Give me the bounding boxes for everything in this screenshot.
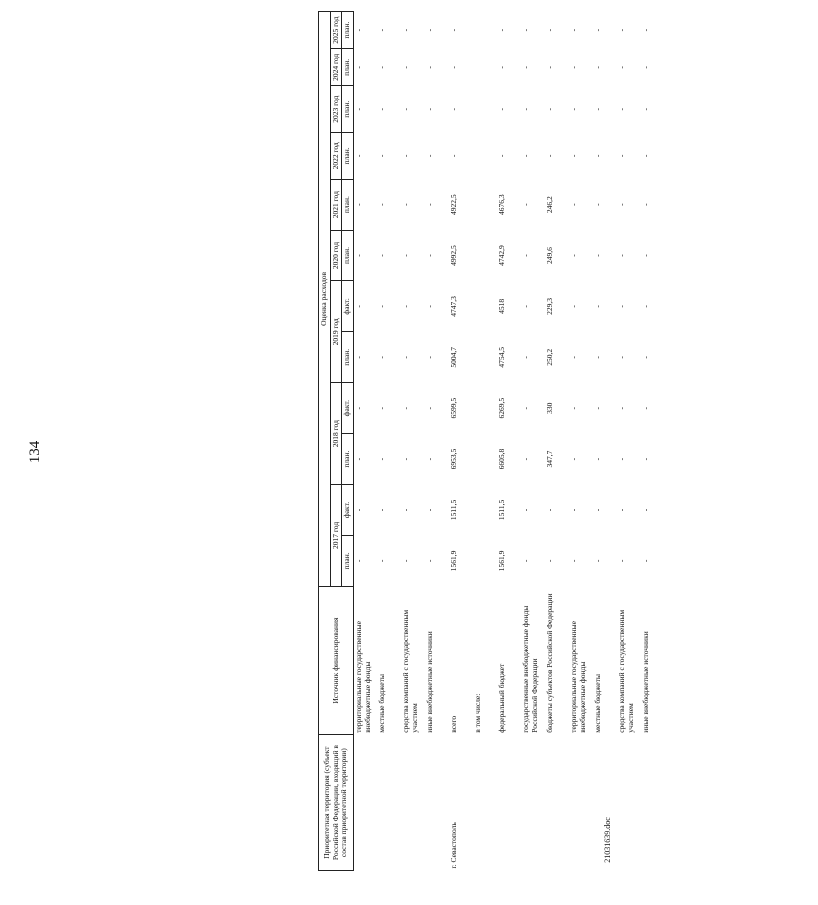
table-row (497, 12, 521, 871)
value-cell (473, 535, 497, 586)
value-cell: 6953,5 (449, 448, 459, 470)
value-cell: 4742,9 (497, 245, 507, 266)
header-plan-fact: план. (342, 434, 354, 485)
header-plan-fact: факт. (342, 281, 354, 332)
value-cell: - (449, 107, 459, 111)
value-cell: - (401, 356, 411, 359)
value-cell: - (497, 154, 507, 158)
value-cell: - (641, 203, 651, 206)
table-row (377, 12, 401, 871)
header-plan-fact: план. (342, 179, 354, 230)
value-cell: - (569, 305, 579, 308)
value-cell: - (545, 154, 555, 158)
territory-cell (401, 735, 425, 871)
value-cell: - (641, 406, 651, 410)
value-cell: - (401, 107, 411, 111)
table-row (425, 12, 449, 871)
value-cell: - (401, 508, 411, 512)
value-cell: 5004,7 (449, 347, 459, 368)
value-cell: - (377, 66, 387, 69)
value-cell: 229,3 (545, 297, 555, 315)
value-cell: - (425, 305, 435, 308)
header-year: 2019 год (330, 281, 342, 383)
value-cell: - (617, 154, 627, 158)
value-cell: - (401, 406, 411, 410)
value-cell: 1511,5 (449, 499, 459, 521)
value-cell (473, 281, 497, 332)
table-row (353, 12, 377, 871)
value-cell: - (401, 66, 411, 69)
doc-id: 21031639.doc (603, 817, 612, 863)
value-cell: - (593, 508, 603, 512)
value-cell: - (353, 107, 363, 111)
value-cell: - (353, 28, 363, 32)
value-cell: - (377, 356, 387, 359)
value-cell: - (401, 457, 411, 461)
value-cell: - (593, 28, 603, 32)
value-cell: - (617, 406, 627, 410)
value-cell: 330 (545, 402, 555, 414)
value-cell: - (569, 406, 579, 410)
header-plan-fact: факт. (342, 485, 354, 536)
value-cell: - (569, 154, 579, 158)
value-cell: - (617, 508, 627, 512)
value-cell: 1511,5 (497, 499, 507, 521)
value-cell: - (521, 356, 531, 359)
value-cell: - (353, 508, 363, 512)
value-cell: - (425, 356, 435, 359)
territory-cell (569, 735, 593, 871)
value-cell: - (521, 28, 531, 32)
territory-cell (353, 735, 377, 871)
source-cell: территориальные государственные внебюджетные фонды (569, 621, 587, 733)
value-cell: - (641, 66, 651, 69)
value-cell: 246,2 (545, 196, 555, 214)
table-row (617, 12, 641, 871)
value-cell: - (449, 28, 459, 32)
value-cell: - (521, 305, 531, 308)
source-cell: иные внебюджетные источники (641, 631, 651, 733)
value-cell: - (425, 203, 435, 206)
value-cell: - (569, 254, 579, 257)
source-cell: местные бюджеты (377, 674, 387, 733)
value-cell: - (377, 559, 387, 563)
header-plan-fact: план. (342, 332, 354, 383)
value-cell: - (593, 305, 603, 308)
territory-cell (545, 735, 569, 871)
value-cell (473, 12, 497, 49)
table-row (401, 12, 425, 871)
expenditure-table (318, 11, 665, 871)
value-cell: - (617, 66, 627, 69)
territory-cell (641, 735, 665, 871)
source-cell: местные бюджеты (593, 674, 603, 733)
value-cell: - (353, 356, 363, 359)
value-cell: - (641, 559, 651, 563)
value-cell (473, 485, 497, 536)
value-cell: - (617, 254, 627, 257)
territory-cell (593, 735, 617, 871)
value-cell (473, 179, 497, 230)
value-cell: - (377, 457, 387, 461)
value-cell: - (401, 254, 411, 257)
header-plan-fact: план. (342, 230, 354, 281)
value-cell: - (401, 305, 411, 308)
value-cell: - (377, 203, 387, 206)
header-plan-fact: план. (342, 12, 354, 49)
value-cell: 4754,5 (497, 347, 507, 368)
territory-cell: г. Севастополь (449, 822, 459, 869)
territory-cell (497, 735, 521, 871)
value-cell: 4922,5 (449, 194, 459, 215)
rotated-table-container (318, 11, 818, 871)
value-cell: 4747,3 (449, 296, 459, 317)
value-cell: - (449, 154, 459, 158)
header-territory: Приоритетная территория (субъект Российской Федерации, входящий в состав приоритетной территории) (319, 735, 354, 871)
value-cell: 4992,5 (449, 245, 459, 266)
territory-cell (473, 735, 497, 871)
value-cell: - (569, 457, 579, 461)
value-cell: - (425, 406, 435, 410)
value-cell: - (593, 457, 603, 461)
value-cell: - (353, 406, 363, 410)
territory-cell (377, 735, 401, 871)
value-cell (473, 434, 497, 485)
value-cell: - (353, 457, 363, 461)
table-row (593, 12, 617, 871)
territory-cell (425, 735, 449, 871)
value-cell: - (377, 305, 387, 308)
value-cell: 347,7 (545, 450, 555, 468)
source-cell: всего (449, 715, 459, 733)
table-body (353, 12, 665, 871)
source-cell: средства компаний с государственным участием (617, 609, 635, 733)
value-cell: - (401, 28, 411, 32)
value-cell: - (425, 559, 435, 563)
source-cell: в том числе: (473, 693, 483, 733)
value-cell: - (521, 254, 531, 257)
value-cell: - (569, 107, 579, 111)
table-row (641, 12, 665, 871)
value-cell: - (617, 356, 627, 359)
header-year: 2022 год (330, 133, 342, 180)
value-cell: - (641, 356, 651, 359)
value-cell: 4676,3 (497, 194, 507, 215)
value-cell: - (569, 508, 579, 512)
page-number: 134 (27, 440, 43, 464)
value-cell: - (617, 203, 627, 206)
value-cell: - (377, 406, 387, 410)
value-cell (473, 332, 497, 383)
value-cell: - (545, 559, 555, 563)
value-cell: - (377, 154, 387, 158)
value-cell: - (617, 107, 627, 111)
value-cell (473, 49, 497, 86)
value-cell: - (617, 28, 627, 32)
value-cell: - (401, 154, 411, 158)
source-cell: федеральный бюджет (497, 663, 507, 733)
value-cell: - (617, 305, 627, 308)
value-cell: - (593, 356, 603, 359)
value-cell: - (593, 203, 603, 206)
value-cell: - (521, 406, 531, 410)
value-cell: 250,2 (545, 348, 555, 366)
value-cell: - (353, 203, 363, 206)
table-row (521, 12, 545, 871)
value-cell: - (641, 254, 651, 257)
header-source: Источник финансирования (319, 586, 354, 734)
value-cell: - (545, 508, 555, 512)
header-plan-fact: план. (342, 133, 354, 180)
value-cell: - (641, 28, 651, 32)
value-cell: - (521, 107, 531, 111)
value-cell: - (641, 107, 651, 111)
header-estimate: Оценка расходов (319, 12, 331, 587)
value-cell: - (641, 457, 651, 461)
value-cell (473, 86, 497, 133)
value-cell: 1561,9 (497, 550, 507, 572)
header-year: 2018 год (330, 383, 342, 485)
value-cell: 6269,5 (497, 397, 507, 419)
value-cell: - (425, 254, 435, 257)
value-cell: - (425, 508, 435, 512)
header-year: 2023 год (330, 86, 342, 133)
value-cell: - (593, 254, 603, 257)
value-cell (473, 383, 497, 434)
value-cell: - (521, 508, 531, 512)
value-cell: - (425, 28, 435, 32)
table-row (449, 12, 473, 871)
value-cell: - (425, 107, 435, 111)
value-cell: - (401, 203, 411, 206)
value-cell: - (497, 107, 507, 111)
value-cell: 249,6 (545, 247, 555, 264)
value-cell: - (521, 559, 531, 563)
header-row-1 (319, 12, 331, 871)
value-cell: - (569, 66, 579, 69)
territory-cell (521, 735, 545, 871)
value-cell: - (545, 107, 555, 111)
value-cell: - (425, 154, 435, 158)
value-cell: - (353, 305, 363, 308)
value-cell: - (593, 559, 603, 563)
value-cell: - (377, 107, 387, 111)
value-cell: 6599,5 (449, 397, 459, 419)
value-cell: - (641, 154, 651, 158)
header-year: 2021 год (330, 179, 342, 230)
value-cell: - (593, 154, 603, 158)
value-cell: - (521, 66, 531, 69)
value-cell: - (521, 203, 531, 206)
value-cell: - (521, 457, 531, 461)
value-cell: - (569, 559, 579, 563)
source-cell: иные внебюджетные источники (425, 631, 435, 733)
value-cell: - (377, 28, 387, 32)
header-year: 2017 год (330, 485, 342, 587)
header-plan-fact: план. (342, 49, 354, 86)
value-cell: - (617, 559, 627, 563)
value-cell: - (593, 66, 603, 69)
header-plan-fact: план. (342, 535, 354, 586)
value-cell: 1561,9 (449, 550, 459, 572)
value-cell: - (401, 559, 411, 563)
territory-cell (617, 735, 641, 871)
value-cell: - (569, 28, 579, 32)
source-cell: средства компаний с государственным участием (401, 609, 419, 733)
value-cell (473, 230, 497, 281)
value-cell: - (449, 66, 459, 69)
value-cell: 6605,8 (497, 448, 507, 470)
value-cell: 4518 (497, 298, 507, 314)
table-row (545, 12, 569, 871)
value-cell: - (641, 508, 651, 512)
value-cell: - (617, 457, 627, 461)
value-cell: - (353, 254, 363, 257)
value-cell (473, 133, 497, 180)
value-cell: - (497, 28, 507, 32)
header-year: 2024 год (330, 49, 342, 86)
value-cell: - (521, 154, 531, 158)
header-year: 2020 год (330, 230, 342, 281)
source-cell: территориальные государственные внебюджетные фонды (353, 621, 372, 733)
table-row (569, 12, 593, 871)
value-cell: - (425, 457, 435, 461)
value-cell: - (353, 66, 363, 69)
value-cell: - (593, 107, 603, 111)
value-cell: - (593, 406, 603, 410)
table-row (473, 12, 497, 871)
value-cell: - (641, 305, 651, 308)
source-cell: бюджеты субъектов Российской Федерации (545, 593, 555, 733)
header-year: 2025 год (330, 12, 342, 49)
value-cell: - (569, 356, 579, 359)
header-plan-fact: факт. (342, 383, 354, 434)
value-cell: - (425, 66, 435, 69)
value-cell: - (569, 203, 579, 206)
value-cell: - (353, 154, 363, 158)
value-cell: - (545, 28, 555, 32)
value-cell: - (497, 66, 507, 69)
header-plan-fact: план. (342, 86, 354, 133)
source-cell: государственные внебюджетные фонды Российской Федерации (521, 605, 539, 733)
value-cell: - (377, 254, 387, 257)
value-cell: - (377, 508, 387, 512)
value-cell: - (353, 559, 363, 563)
value-cell: - (545, 66, 555, 69)
